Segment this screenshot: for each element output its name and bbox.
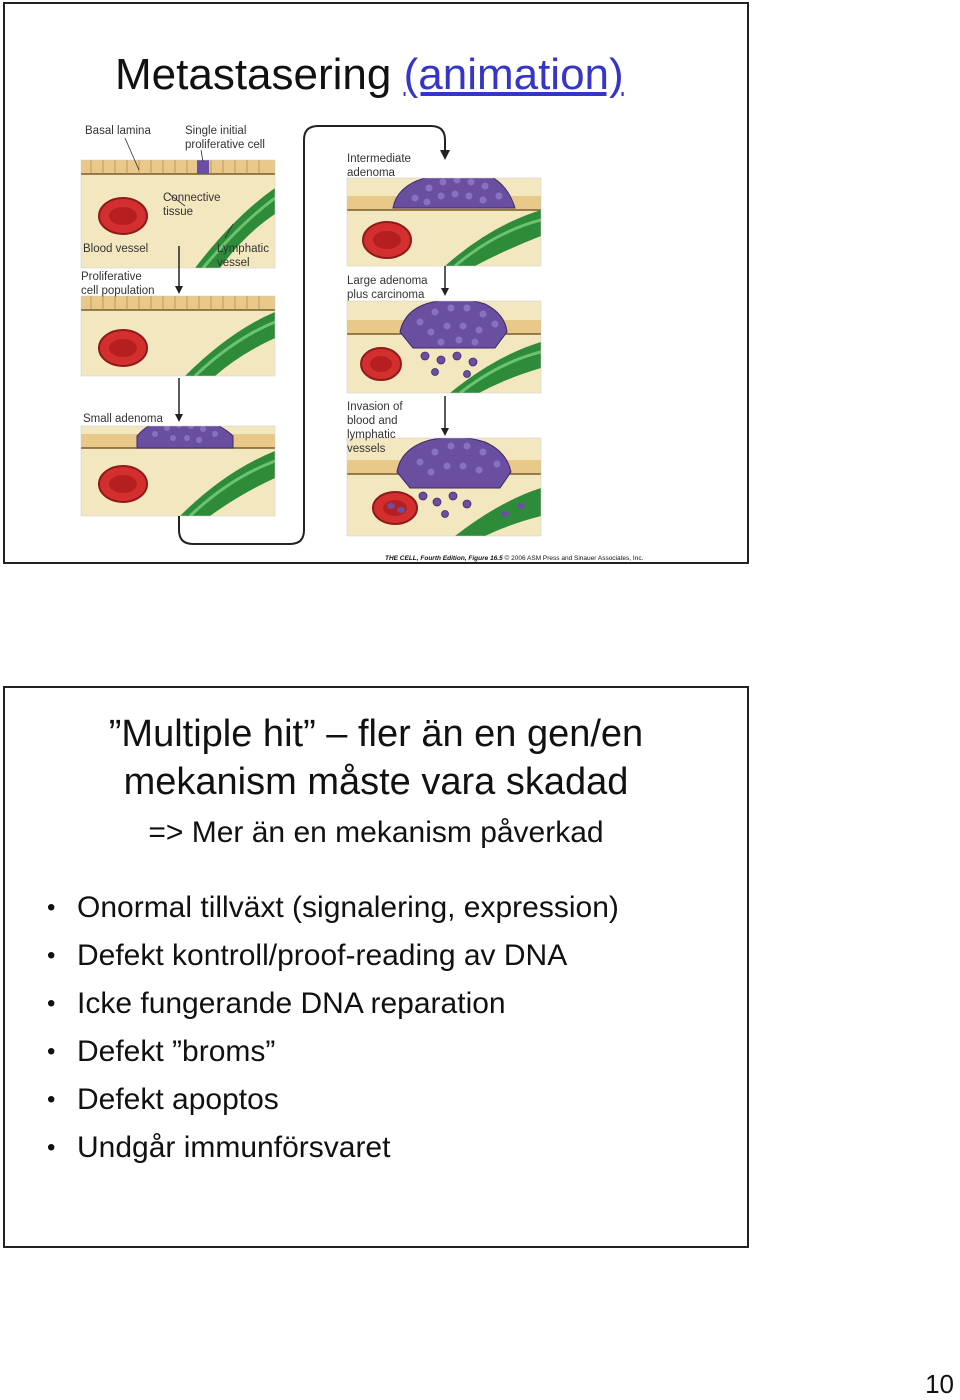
label-proliferative-1: Proliferative — [81, 271, 142, 283]
heading-line-2: mekanism måste vara skadad — [123, 761, 629, 803]
bullet-list — [47, 884, 619, 1172]
title-main: Metastasering — [115, 50, 392, 99]
label-large-2: plus carcinoma — [347, 289, 425, 301]
list-item: • Defekt apoptos — [47, 1076, 619, 1124]
heading-line-1: ”Multiple hit” – fler än en gen/en — [108, 713, 644, 755]
label-blood-vessel: Blood vessel — [83, 243, 149, 255]
slide-metastasering — [3, 2, 749, 564]
figure-credit: THE CELL, Fourth Edition, Figure 16.5 © 2006 ASM Press and Sinauer Associates, Inc. — [385, 555, 644, 562]
slide2-heading — [5, 710, 747, 806]
label-lymphatic-1: Lymphatic — [217, 243, 269, 255]
panel-proliferative — [81, 296, 275, 376]
page-number: 10 — [925, 1369, 954, 1399]
panel-large-adenoma — [347, 299, 541, 393]
list-item: • Icke fungerande DNA reparation — [47, 980, 619, 1028]
panel-intermediate-adenoma — [347, 172, 541, 266]
label-large-1: Large adenoma — [347, 275, 428, 287]
label-invasion-2: blood and — [347, 415, 398, 427]
bullet-icon: • — [47, 990, 56, 1017]
bullet-icon: • — [47, 942, 56, 969]
slide2-subheading: => Mer än en mekanism påverkad — [148, 816, 604, 849]
bullet-icon: • — [47, 894, 56, 921]
list-item: • Onormal tillväxt (signalering, expression) — [47, 884, 619, 932]
list-item: • Defekt kontroll/proof-reading av DNA — [47, 932, 619, 980]
label-small-adenoma: Small adenoma — [83, 413, 163, 425]
list-item: • Defekt ”broms” — [47, 1028, 619, 1076]
label-invasion-4: vessels — [347, 443, 386, 455]
label-lymphatic-2: vessel — [217, 257, 250, 269]
slide-title — [115, 50, 624, 100]
metastasis-figure — [75, 116, 644, 566]
label-connective-2: tissue — [163, 206, 194, 218]
panel-small-adenoma — [81, 417, 275, 516]
bullet-icon: • — [47, 1134, 56, 1161]
list-item: • Undgår immunförsvaret — [47, 1124, 619, 1172]
animation-link[interactable]: (animation) — [403, 50, 624, 99]
label-connective-1: Connective — [163, 192, 221, 204]
bullet-icon: • — [47, 1086, 56, 1113]
label-proliferative-2: cell population — [81, 285, 155, 297]
label-invasion-1: Invasion of — [347, 401, 403, 413]
label-invasion-3: lymphatic — [347, 429, 396, 441]
label-intermediate-1: Intermediate — [347, 153, 411, 165]
label-single-initial-1: Single initial — [185, 125, 247, 137]
label-basal-lamina: Basal lamina — [85, 125, 151, 137]
bullet-icon: • — [47, 1038, 56, 1065]
slide-multiple-hit — [3, 686, 749, 1248]
label-single-initial-2: proliferative cell — [185, 139, 265, 151]
label-intermediate-2: adenoma — [347, 167, 395, 179]
